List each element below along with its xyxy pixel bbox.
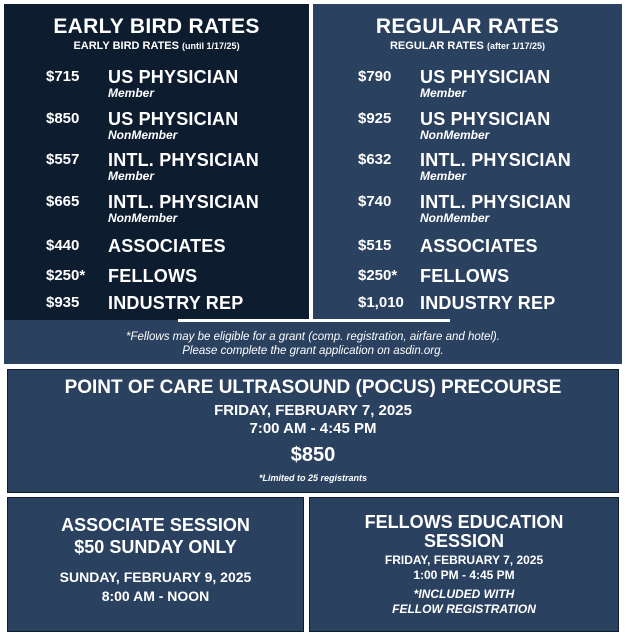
rate-price: $925 <box>358 110 392 127</box>
rate-category: FELLOWS <box>420 266 510 286</box>
rate-row <box>358 68 622 102</box>
rate-category: INTL. PHYSICIAN <box>108 192 260 212</box>
rate-type: NonMember <box>420 128 490 142</box>
rate-price: $665 <box>46 193 80 210</box>
rate-category: ASSOCIATES <box>108 236 226 256</box>
rate-price: $850 <box>46 110 80 127</box>
rate-price: $715 <box>46 68 80 85</box>
early-bird-subtitle-note: (until 1/17/25) <box>182 41 240 51</box>
rate-type: NonMember <box>420 211 490 225</box>
associate-session-panel <box>7 497 304 632</box>
rate-price: $790 <box>358 68 392 85</box>
fellows-ed-title-line1: FELLOWS EDUCATION <box>364 512 564 532</box>
rate-row <box>46 68 309 102</box>
rate-row <box>358 193 622 227</box>
rate-price: $557 <box>46 151 80 168</box>
regular-subtitle <box>313 40 622 53</box>
rate-type: NonMember <box>108 211 178 225</box>
early-bird-panel <box>4 4 309 320</box>
rate-row <box>46 151 309 185</box>
rate-price: $740 <box>358 193 392 210</box>
rate-category: INDUSTRY REP <box>420 293 556 313</box>
associate-time: 8:00 AM - NOON <box>101 588 210 604</box>
regular-subtitle-note: (after 1/17/25) <box>486 41 545 51</box>
rate-type: Member <box>108 169 155 183</box>
regular-panel <box>313 4 622 320</box>
early-bird-title: EARLY BIRD RATES <box>53 15 260 38</box>
regular-subtitle-text: REGULAR RATES <box>389 40 484 52</box>
rate-row <box>358 151 622 185</box>
early-bird-subtitle <box>4 40 309 53</box>
associate-title-line1: ASSOCIATE SESSION <box>61 515 250 535</box>
rate-category: FELLOWS <box>108 266 198 286</box>
rate-price: $1,010 <box>358 294 404 311</box>
fellows-ed-time: 1:00 PM - 4:45 PM <box>413 568 515 582</box>
rate-type: Member <box>420 169 467 183</box>
rate-type: NonMember <box>108 128 178 142</box>
associate-date: SUNDAY, FEBRUARY 9, 2025 <box>59 569 252 585</box>
rate-category: US PHYSICIAN <box>420 67 551 87</box>
rate-price: $935 <box>46 294 80 311</box>
fellows-note-line1: *Fellows may be eligible for a grant (comp. registration, airfare and hotel). <box>126 331 500 343</box>
rate-category: US PHYSICIAN <box>108 67 239 87</box>
rate-price: $632 <box>358 151 392 168</box>
rate-price: $250* <box>358 267 398 284</box>
pocus-time: 7:00 AM - 4:45 PM <box>249 420 377 437</box>
rate-price: $515 <box>358 237 392 254</box>
rate-row <box>358 294 622 328</box>
fellows-note-line2: Please complete the grant application on asdin.org. <box>182 345 444 357</box>
rate-price: $250* <box>46 267 86 284</box>
fellows-ed-note-line1: *INCLUDED WITH <box>413 587 515 601</box>
rate-category: US PHYSICIAN <box>108 109 239 129</box>
rate-row <box>46 294 309 328</box>
regular-title: REGULAR RATES <box>375 15 560 38</box>
rate-category: ASSOCIATES <box>420 236 538 256</box>
rate-category: US PHYSICIAN <box>420 109 551 129</box>
rate-row <box>46 193 309 227</box>
rate-type: Member <box>108 86 155 100</box>
fellows-ed-title-line2: SESSION <box>423 531 505 551</box>
pocus-title: POINT OF CARE ULTRASOUND (POCUS) PRECOURSE <box>64 377 562 398</box>
rate-category: INDUSTRY REP <box>108 293 244 313</box>
rate-category: INTL. PHYSICIAN <box>108 150 260 170</box>
early-bird-subtitle-text: EARLY BIRD RATES <box>73 40 179 52</box>
rate-row <box>358 110 622 144</box>
pocus-price: $850 <box>290 444 336 466</box>
rate-row <box>46 110 309 144</box>
pocus-limit: *Limited to 25 registrants <box>258 473 368 483</box>
rate-type: Member <box>420 86 467 100</box>
fellows-ed-date: FRIDAY, FEBRUARY 7, 2025 <box>384 553 544 567</box>
rate-category: INTL. PHYSICIAN <box>420 150 572 170</box>
pocus-panel <box>7 369 619 493</box>
rate-category: INTL. PHYSICIAN <box>420 192 572 212</box>
associate-title-line2: $50 SUNDAY ONLY <box>74 537 237 557</box>
fellows-ed-note-line2: FELLOW REGISTRATION <box>392 602 536 616</box>
pocus-date: FRIDAY, FEBRUARY 7, 2025 <box>214 402 412 419</box>
fellows-education-panel <box>309 497 619 632</box>
horizontal-divider <box>178 319 450 322</box>
rate-price: $440 <box>46 237 80 254</box>
